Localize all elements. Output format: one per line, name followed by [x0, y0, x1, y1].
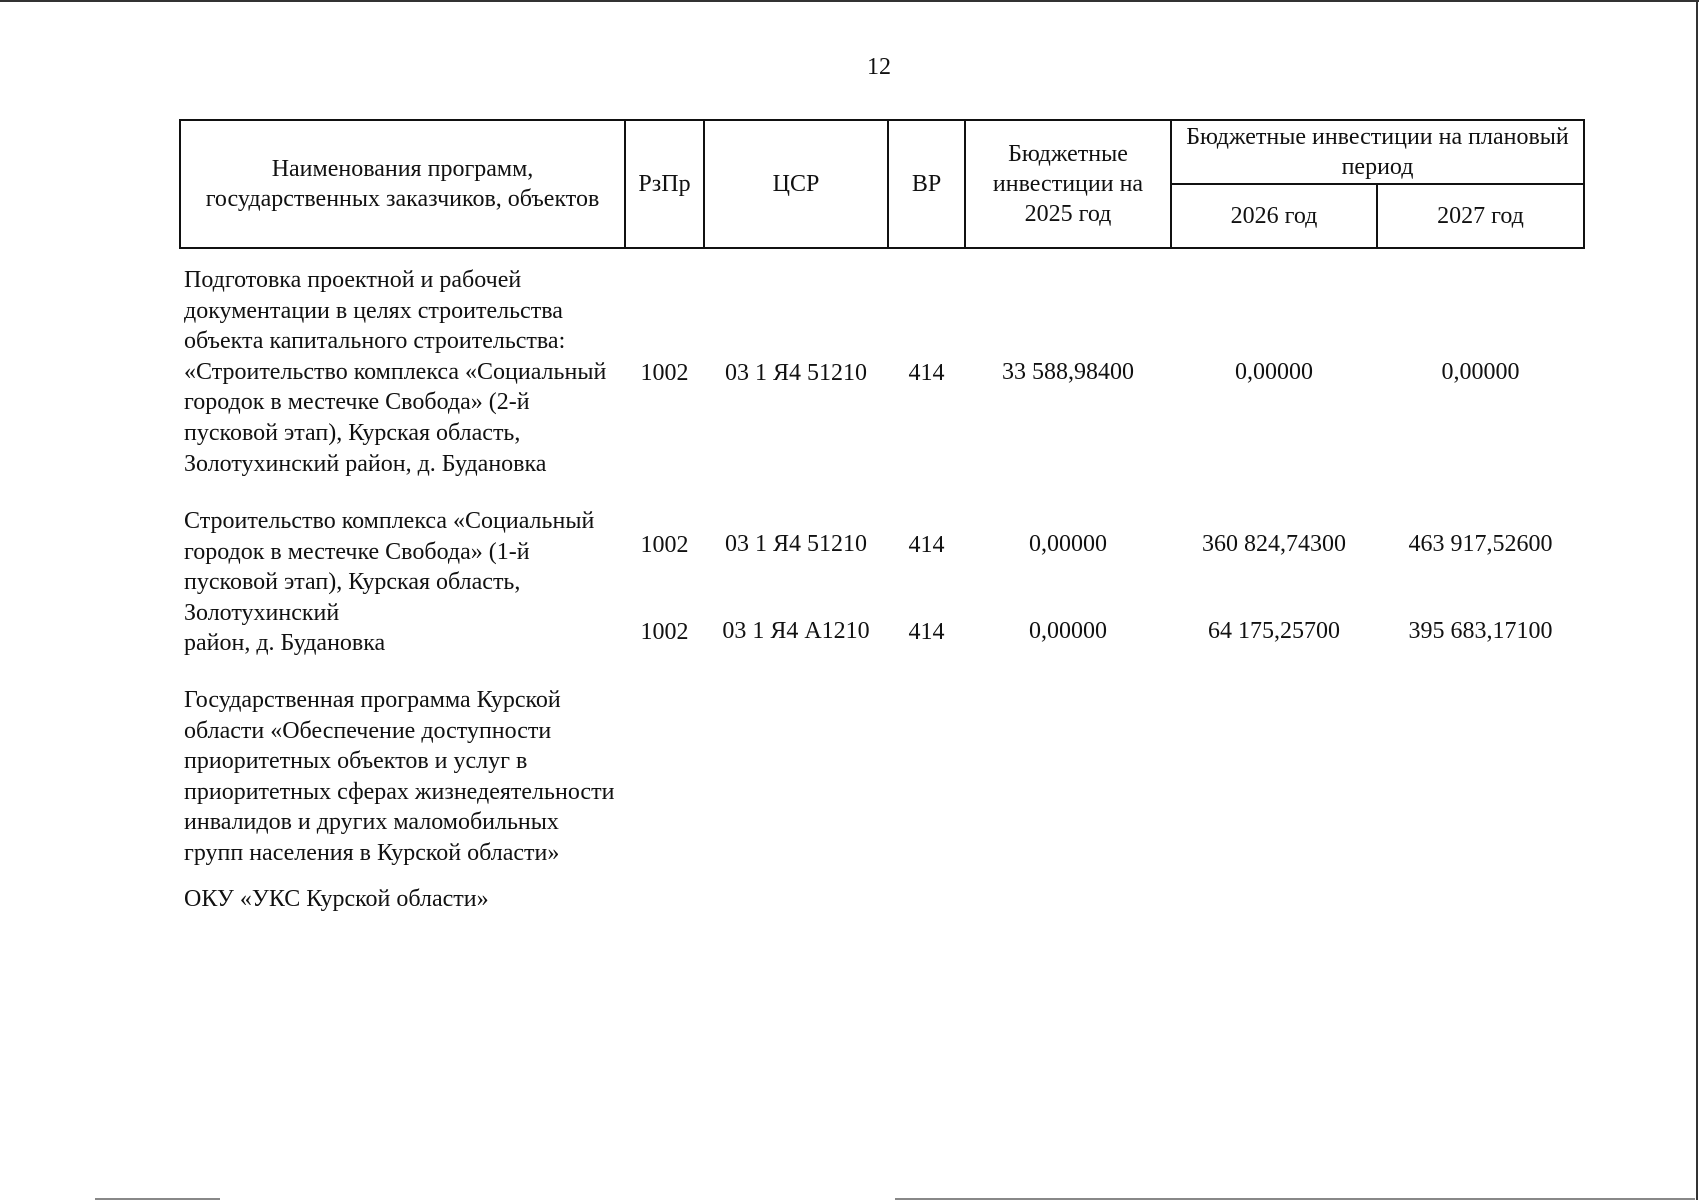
row-1-name-line: объекта капитального строительства: — [184, 328, 566, 355]
row-2-name-line: пусковой этап), Курская область, — [184, 569, 521, 596]
header-vr: ВР — [888, 120, 965, 248]
program-name-line: области «Обеспечение доступности — [184, 717, 552, 744]
row-3-rzpr: 1002 — [640, 619, 689, 645]
row-3-vr: 414 — [908, 619, 945, 645]
row-1-name-line: Подготовка проектной и рабочей — [184, 267, 522, 293]
page-border-right — [1696, 0, 1698, 1200]
row-2-invest-2025: 0,00000 — [1029, 531, 1107, 557]
row-1-invest-2026: 0,00000 — [1235, 359, 1313, 385]
row-2-rzpr: 1002 — [640, 532, 689, 558]
header-invest-2025: Бюджетные инвестиции на 2025 год — [965, 120, 1171, 248]
row-2-name-line: район, д. Будановка — [184, 630, 386, 657]
program-name-line: групп населения в Курской области» — [184, 839, 560, 866]
row-1-name — [184, 265, 624, 479]
row-3-invest-2025: 0,00000 — [1029, 618, 1107, 644]
header-planned-period: Бюджетные инвестиции на плановый период — [1171, 120, 1584, 184]
row-1-name-line: «Строительство комплекса «Социальный — [184, 358, 607, 385]
table-header — [179, 119, 1585, 249]
header-name: Наименования программ, государственных заказчиков, объектов — [180, 120, 625, 248]
page-border-top — [0, 0, 1699, 2]
row-1-name-line: Золотухинский район, д. Будановка — [184, 450, 547, 477]
row-3-invest-2027: 395 683,17100 — [1408, 618, 1553, 644]
program-name — [184, 685, 644, 869]
page-number: 12 — [867, 54, 891, 80]
row-1-invest-2027: 0,00000 — [1441, 359, 1520, 385]
header-year-2026: 2026 год — [1171, 184, 1377, 248]
row-1-vr: 414 — [908, 360, 945, 386]
row-3-invest-2026: 64 175,25700 — [1208, 618, 1340, 644]
program-name-line: приоритетных сферах жизнедеятельности — [184, 778, 615, 805]
row-2-name-line: Золотухинский — [184, 599, 340, 626]
program-name-line: инвалидов и других маломобильных — [184, 809, 559, 836]
row-3-csr: 03 1 Я4 А1210 — [722, 618, 870, 644]
row-2-csr: 03 1 Я4 51210 — [724, 531, 867, 557]
row-1-name-line: городок в местечке Свобода» (2-й — [184, 389, 530, 416]
row-1-invest-2025: 33 588,98400 — [1002, 359, 1134, 385]
row-1-name-line: документации в целях строительства — [184, 297, 563, 324]
header-rzpr: РзПр — [625, 120, 704, 248]
row-1-rzpr: 1002 — [640, 360, 689, 386]
row-2-vr: 414 — [908, 532, 945, 558]
header-year-2027: 2027 год — [1377, 184, 1584, 248]
row-2-name-line: Строительство комплекса «Социальный — [184, 508, 595, 534]
customer-name: ОКУ «УКС Курской области» — [184, 886, 489, 912]
row-2-invest-2027: 463 917,52600 — [1408, 531, 1553, 557]
program-name-line: Государственная программа Курской — [184, 687, 561, 713]
row-2-name-line: городок в местечке Свобода» (1-й — [184, 538, 530, 565]
row-2-name — [184, 506, 624, 659]
program-name-line: приоритетных объектов и услуг в — [184, 748, 528, 775]
row-1-csr: 03 1 Я4 51210 — [724, 360, 867, 386]
row-2-invest-2026: 360 824,74300 — [1202, 531, 1346, 557]
row-1-name-line: пусковой этап), Курская область, — [184, 419, 521, 446]
header-csr: ЦСР — [704, 120, 888, 248]
